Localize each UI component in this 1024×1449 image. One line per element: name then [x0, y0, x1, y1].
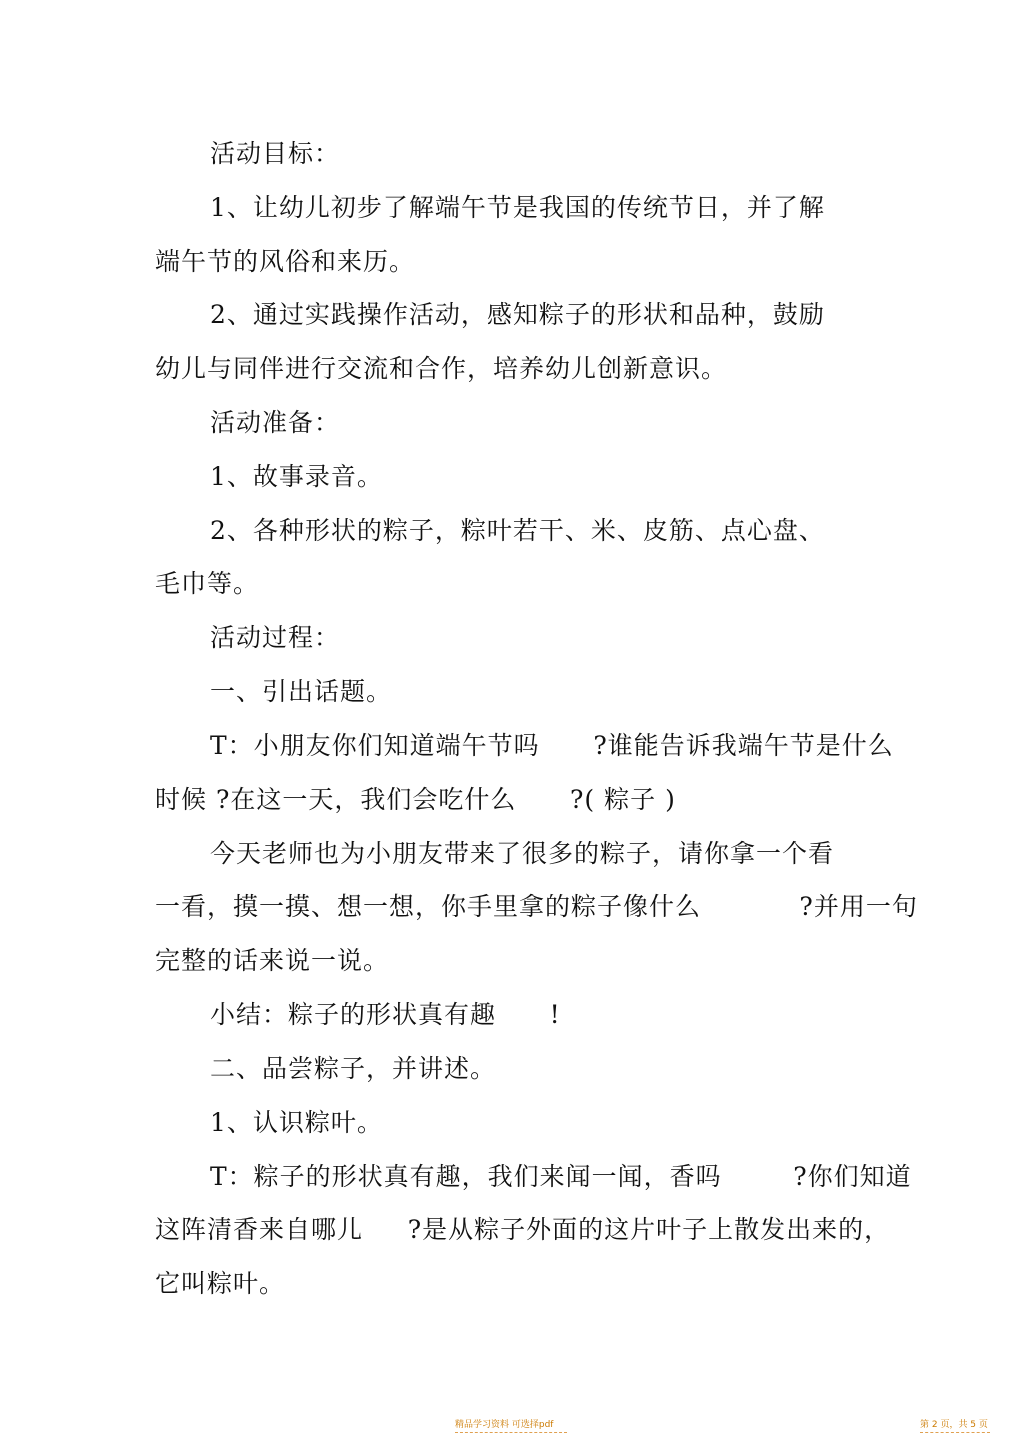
prep-2-line-2: 毛巾等。: [155, 569, 260, 598]
step-2-sub-1: 1、认识粽叶。: [210, 1108, 383, 1137]
heading-activity-preparation: 活动准备：: [210, 408, 341, 437]
goal-2-line-1: 2、通过实践操作活动，感知粽子的形状和品种，鼓励: [210, 300, 825, 329]
step-1-heading: 一、引出话题。: [210, 677, 393, 706]
step-1-para-2-line-1: 今天老师也为小朋友带来了很多的粽子，请你拿一个看: [210, 839, 835, 868]
step-1-para-2-line-2: 一看，摸一摸、想一想，你手里拿的粽子像什么 ?并用一句: [155, 892, 918, 921]
goal-2-line-2: 幼儿与同伴进行交流和合作，培养幼儿创新意识。: [155, 354, 728, 383]
prep-1: 1、故事录音。: [210, 462, 383, 491]
step-2-para-line-2: 这阵清香来自哪儿 ?是从粽子外面的这片叶子上散发出来的，: [155, 1215, 891, 1244]
summary-line: 小结：粽子的形状真有趣 !: [210, 1000, 561, 1029]
footer-left-text: 精品学习资料 可选择pdf: [455, 1420, 554, 1430]
step-2-heading: 二、品尝粽子，并讲述。: [210, 1054, 497, 1083]
goal-1-line-1: 1、让幼儿初步了解端午节是我国的传统节日，并了解: [210, 193, 825, 222]
footer-left-divider: [455, 1432, 567, 1433]
step-2-para-line-3: 它叫粽叶。: [155, 1269, 286, 1298]
step-1-para-1-line-2: 时候 ?在这一天，我们会吃什么 ?( 粽子 ): [155, 785, 676, 814]
prep-2-line-1: 2、各种形状的粽子，粽叶若干、米、皮筋、点心盘、: [210, 516, 825, 545]
goal-1-line-2: 端午节的风俗和来历。: [155, 247, 416, 276]
heading-activity-process: 活动过程：: [210, 623, 341, 652]
step-2-para-line-1: T：粽子的形状真有趣，我们来闻一闻，香吗 ?你们知道: [210, 1162, 912, 1191]
footer-page-number: 第 2 页，共 5 页: [920, 1420, 988, 1430]
step-1-para-1-line-1: T：小朋友你们知道端午节吗 ?谁能告诉我端午节是什么: [210, 731, 894, 760]
footer-right-divider: [920, 1432, 990, 1433]
heading-activity-goals: 活动目标：: [210, 139, 341, 168]
step-1-para-2-line-3: 完整的话来说一说。: [155, 946, 390, 975]
